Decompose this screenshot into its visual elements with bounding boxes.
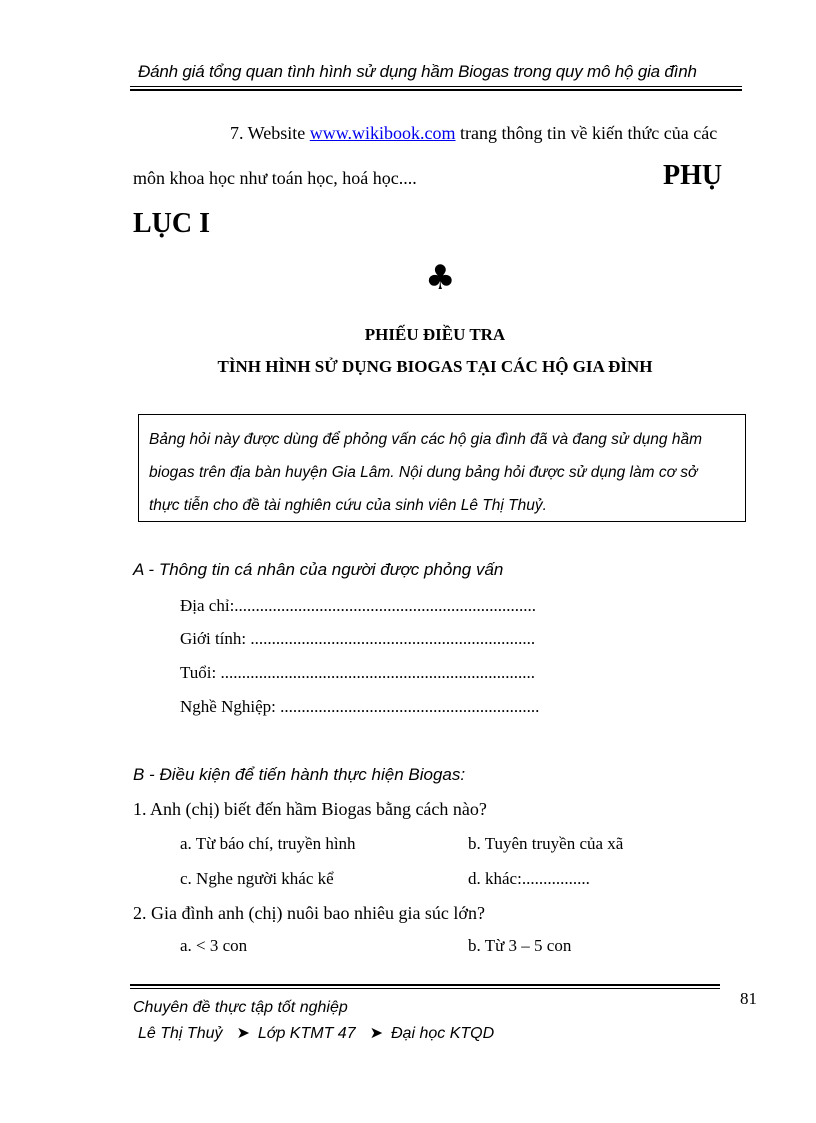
header-rule-bottom (130, 89, 742, 91)
form-subtitle: TÌNH HÌNH SỬ DỤNG BIOGAS TẠI CÁC HỘ GIA ĐÌNH (217, 357, 653, 376)
field-occupation: Nghề Nghiệp: ............................................................. (180, 697, 540, 716)
reference-prefix: 7. Website (230, 123, 310, 143)
field-age: Tuổi: .......................................................................... (180, 663, 535, 682)
header-rule-top (130, 86, 742, 87)
intro-line: Bảng hỏi này được dùng để phỏng vấn các hộ gia đình đã và đang sử dụng hầm (149, 431, 702, 448)
question-2: 2. Gia đình anh (chị) nuôi bao nhiêu gia súc lớn? (133, 903, 485, 923)
field-address: Địa chỉ:....................................................................... (180, 596, 537, 615)
wikibook-link[interactable]: www.wikibook.com (309, 123, 456, 143)
section-b-heading: B - Điều kiện để tiến hành thực hiện Biogas: (133, 765, 466, 784)
appendix-heading-part2: LỤC I (133, 208, 211, 239)
appendix-heading-part1: PHỤ (663, 160, 723, 191)
intro-line: biogas trên địa bàn huyện Gia Lâm. Nội dung bảng hỏi được sử dụng làm cơ sở (149, 464, 698, 481)
section-a-heading: A - Thông tin cá nhân của người được phỏng vấn (133, 560, 504, 579)
q1-option-b: b. Tuyên truyền của xã (468, 834, 624, 853)
footer-rule-top (130, 984, 720, 986)
form-title: PHIẾU ĐIỀU TRA (364, 325, 506, 344)
footer-line-1: Chuyên đề thực tập tốt nghiệp (133, 999, 348, 1016)
q2-option-b: b. Từ 3 – 5 con (468, 936, 572, 955)
footer-line-2 (138, 1023, 494, 1043)
reference-line-1 (230, 123, 717, 144)
intro-line: thực tiễn cho đề tài nghiên cứu của sinh viên Lê Thị Thuỷ. (149, 497, 547, 514)
q1-option-c: c. Nghe người khác kể (180, 869, 334, 888)
footer-school: Đại học KTQD (391, 1025, 495, 1042)
running-header: Đánh giá tổng quan tình hình sử dụng hầm Biogas trong quy mô hộ gia đình (138, 62, 697, 81)
footer-author: Lê Thị Thuỷ (138, 1025, 223, 1042)
footer-rule-bottom (130, 988, 720, 989)
reference-suffix: trang thông tin về kiến thức của các (455, 123, 718, 143)
footer-class: Lớp KTMT 47 (257, 1025, 356, 1042)
q1-option-a: a. Từ báo chí, truyền hình (180, 834, 356, 853)
arrow-icon: ➤ (369, 1025, 383, 1042)
question-1: 1. Anh (chị) biết đến hầm Biogas bằng cách nào? (133, 799, 487, 819)
intro-box (138, 414, 746, 522)
club-icon: ♣ (425, 258, 456, 298)
reference-line-2: môn khoa học như toán học, hoá học.... (133, 168, 417, 188)
field-gender: Giới tính: ................................................................... (180, 629, 536, 648)
q2-option-a: a. < 3 con (180, 936, 248, 955)
arrow-icon: ➤ (236, 1025, 250, 1042)
page-number: 81 (740, 989, 757, 1008)
q1-option-d: d. khác:................ (468, 869, 590, 888)
